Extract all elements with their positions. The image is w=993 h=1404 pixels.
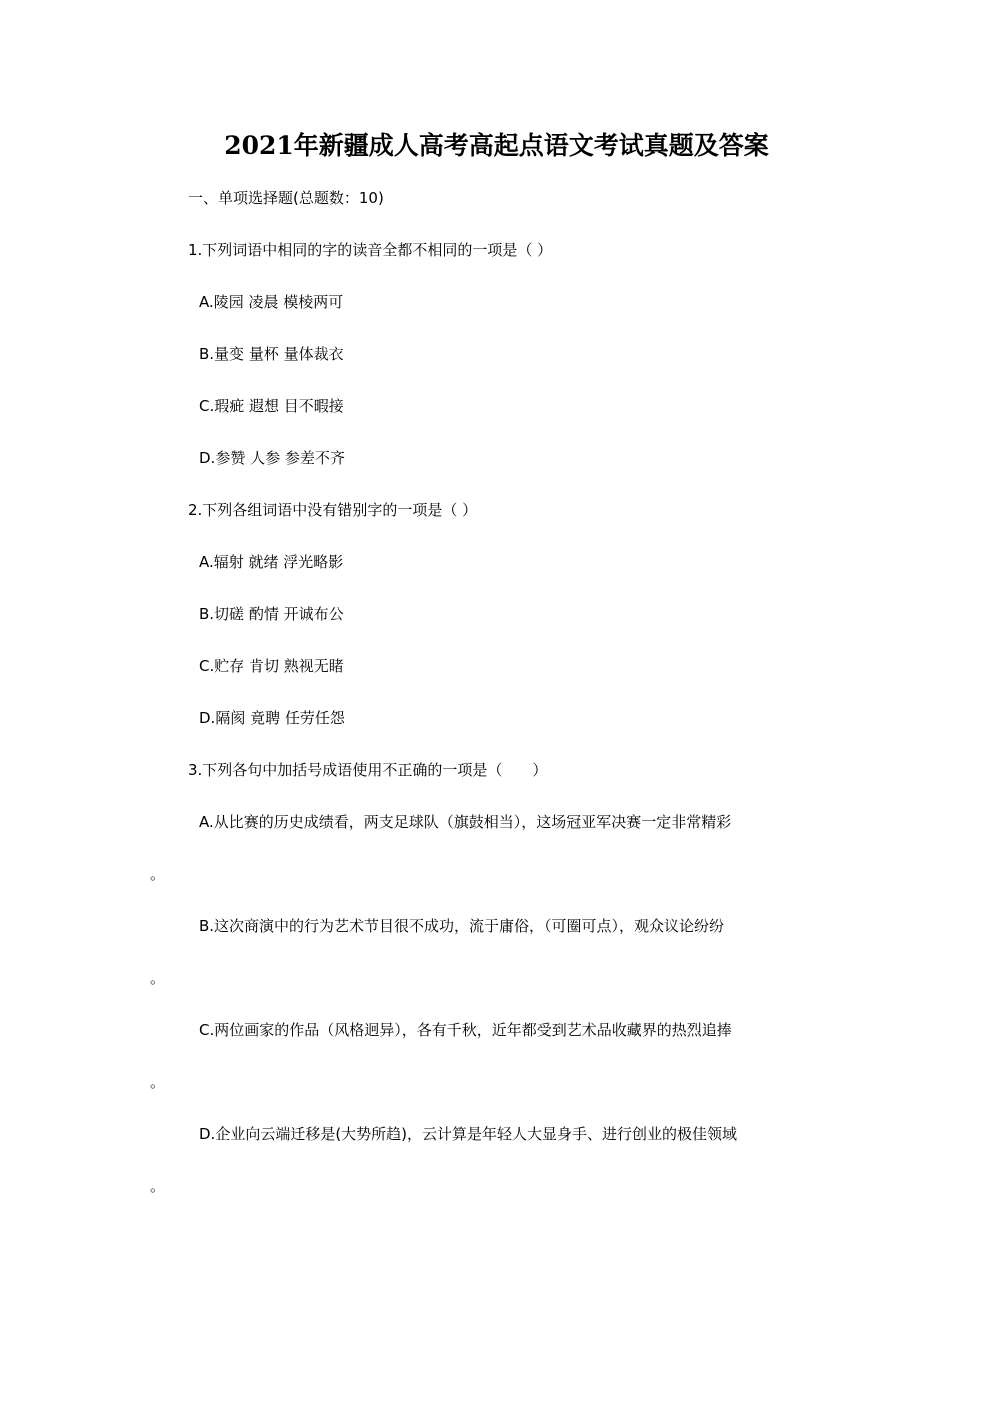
question-3-option-d-ending: 。 [150, 1177, 166, 1195]
question-1-option-c: C.瑕疵 遐想 目不暇接 [199, 397, 344, 415]
question-3-option-c-ending: 。 [150, 1073, 166, 1091]
question-3-option-b-ending: 。 [150, 969, 166, 987]
question-1-option-b: B.量变 量杯 量体裁衣 [199, 345, 344, 363]
section-heading: 一、单项选择题(总题数：10) [188, 189, 384, 207]
question-1-option-a: A.陵园 凌晨 模棱两可 [199, 293, 344, 311]
question-2-option-b: B.切磋 酌情 开诚布公 [199, 605, 344, 623]
question-3-option-d: D.企业向云端迁移是(大势所趋)，云计算是年轻人大显身手、进行创业的极佳领域 [199, 1125, 738, 1143]
question-3-option-a-ending: 。 [150, 865, 166, 883]
question-3-option-b: B.这次商演中的行为艺术节目很不成功，流于庸俗，（可圈可点），观众议论纷纷 [199, 917, 725, 935]
document-title: 2021年新疆成人高考高起点语文考试真题及答案 [224, 131, 769, 160]
question-2-option-d: D.隔阂 竟聘 任劳任怨 [199, 709, 345, 727]
question-2-stem: 2.下列各组词语中没有错别字的一项是（ ） [188, 501, 478, 519]
question-1-stem: 1.下列词语中相同的字的读音全都不相同的一项是（ ） [188, 241, 553, 259]
question-3-option-a: A.从比赛的历史成绩看，两支足球队（旗鼓相当），这场冠亚军决赛一定非常精彩 [199, 813, 732, 831]
question-2-option-a: A.辐射 就绪 浮光略影 [199, 553, 344, 571]
question-3-stem: 3.下列各句中加括号成语使用不正确的一项是（ ） [188, 761, 548, 779]
question-2-option-c: C.贮存 肯切 熟视无睹 [199, 657, 344, 675]
question-3-option-c: C.两位画家的作品（风格迥异），各有千秋，近年都受到艺术品收藏界的热烈追捧 [199, 1021, 732, 1039]
question-1-option-d: D.参赞 人参 参差不齐 [199, 449, 345, 467]
